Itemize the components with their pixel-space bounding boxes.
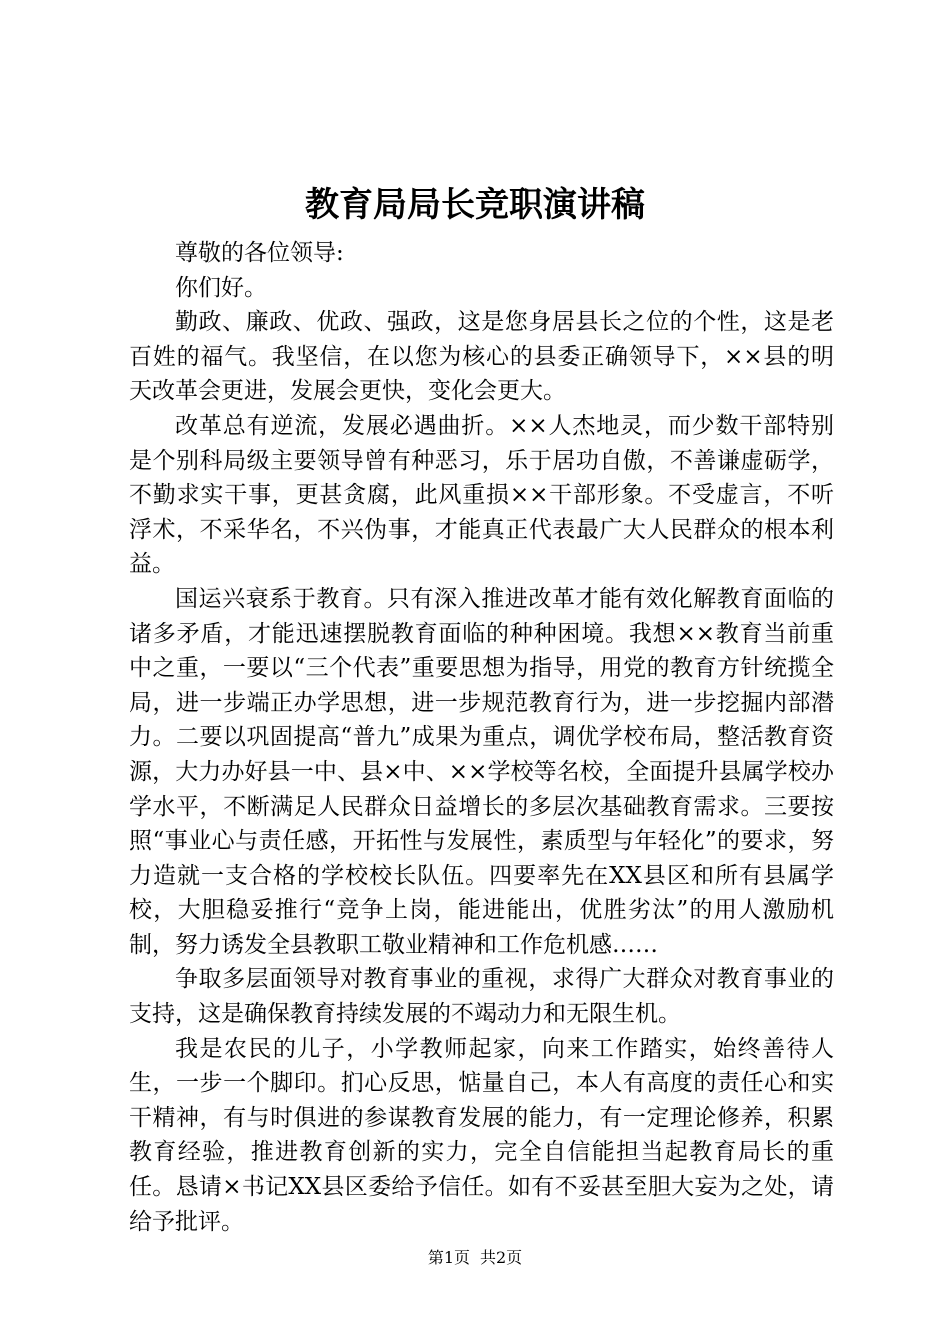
page-current: 第1页	[427, 1248, 470, 1267]
paragraph: 争取多层面领导对教育事业的重视，求得广大群众对教育事业的支持，这是确保教育持续发展的不竭动力和无限生机。	[129, 966, 834, 1028]
paragraph: 我是农民的儿子，小学教师起家，向来工作踏实，始终善待人生，一步一个脚印。扪心反思，惦量自己，本人有高度的责任心和实干精神，有与时俱进的参谋教育发展的能力，有一定理论修养，积累教育经验，推进教育创新的实力，完全自信能担当起教育局长的重任。恳请×书记XX县区委给予信任。如有不妥甚至胆大妄为之处，请给予批评。	[129, 1035, 834, 1235]
document-title: 教育局局长竞职演讲稿	[305, 185, 645, 225]
page-total: 共2页	[480, 1248, 523, 1267]
greeting: 你们好。	[175, 274, 267, 301]
paragraph: 改革总有逆流，发展必遇曲折。××人杰地灵，而少数干部特别是个别科局级主要领导曾有种恶习，乐于居功自傲，不善谦虚砺学，不勤求实干事，更甚贪腐，此风重损××干部形象。不受虚言，不听浮术，不采华名，不兴伪事，才能真正代表最广大人民群众的根本利益。	[129, 412, 834, 578]
document-body	[129, 236, 834, 1239]
paragraph: 勤政、廉政、优政、强政，这是您身居县长之位的个性，这是老百姓的福气。我坚信，在以您为核心的县委正确领导下，××县的明天改革会更进，发展会更快，变化会更大。	[129, 309, 834, 405]
page-number-footer	[0, 1246, 950, 1270]
salutation: 尊敬的各位领导:	[175, 240, 344, 266]
paragraph: 国运兴衰系于教育。只有深入推进改革才能有效化解教育面临的诸多矛盾，才能迅速摆脱教育面临的种种困境。我想××教育当前重中之重，一要以“三个代表”重要思想为指导，用党的教育方针统揽全局，进一步端正办学思想，进一步规范教育行为，进一步挖掘内部潜力。二要以巩固提高“普九”成果为重点，调优学校布局，整活教育资源，大力办好县一中、县×中、××学校等名校，全面提升县属学校办学水平，不断满足人民群众日益增长的多层次基础教育需求。三要按照“事业心与责任感，开拓性与发展性，素质型与年轻化”的要求，努力造就一支合格的学校校长队伍。四要率先在XX县区和所有县属学校，大胆稳妥推行“竞争上岗，能进能出，优胜劣汰”的用人激励机制，努力诱发全县教职工敬业精神和工作危机感……	[129, 585, 834, 958]
